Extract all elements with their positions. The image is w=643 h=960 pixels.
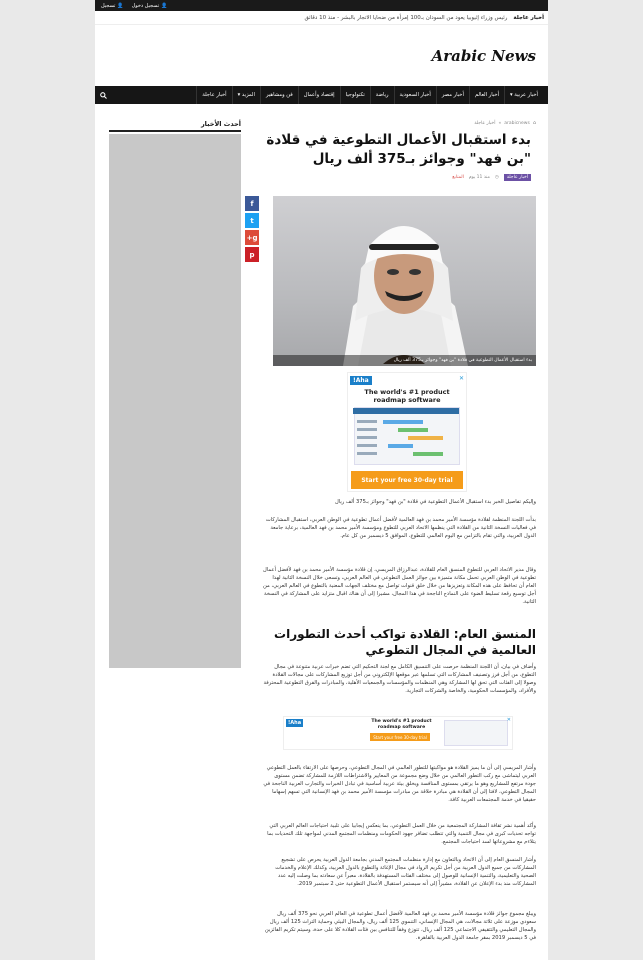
ad-banner[interactable] bbox=[347, 372, 467, 492]
share-bar bbox=[245, 196, 259, 262]
sidebar-placeholder bbox=[109, 134, 241, 668]
ad-close-icon[interactable]: ✕ bbox=[506, 717, 511, 723]
article-intro: وإليكم تفاصيل الخبر بدء استقبال الأعمال التطوعية في قلادة "بن فهد" وجوائز بـ375 ألف ريال bbox=[334, 499, 536, 505]
twitter-icon[interactable]: t bbox=[245, 213, 259, 228]
chevron-down-icon: ▾ bbox=[237, 92, 241, 98]
breadcrumb: ⌂ arabicnews » أخبار عاجلة bbox=[474, 120, 536, 126]
nav-item-breaking[interactable]: أخبار عاجلة bbox=[196, 86, 231, 104]
nav-item-economy[interactable]: إقتصاد وأعمال bbox=[298, 86, 340, 104]
article-paragraph: وأكد أهمية نشر ثقافة المشاركة المجتمعية من خلال العمل التطوعي، بما ينعكس إيجابيا على تلبية احتياجات العالم العربي التي تواجه تحديات كبرى في مجال التنمية والتي تتطلب تضافر جهود الحكومات ومنظمات المجتمع المدني لمواجهة تلك التحديات بما يتلاءم مع مشروعاتها لسد احتياجات المجتمع. bbox=[267, 823, 536, 845]
nav-item-more[interactable]: المزيد ▾ bbox=[232, 86, 260, 104]
source-link[interactable]: المتابع bbox=[452, 175, 464, 180]
register-link[interactable]: 👤 تسجيل bbox=[101, 2, 124, 9]
nav-item-sports[interactable]: رياضة bbox=[370, 86, 394, 104]
article-meta bbox=[249, 174, 536, 181]
article-paragraph: وأشار المنسق العام إلى أن الاتحاد وبالتعاون مع إدارة منظمات المجتمع المدني بجامعة الدول العربية يحرص على تشجيع المشاركات من جميع الدول العربية من أجل تكريم الرواد في مجال الإغاثة والتطوع بالدول العربية، وكذلك الإعلام والخدمات الصحية والتعليمية، والتنمية الإنسانية للوصول إلى مختلف الفئات المستهدفة بالقلادة، معبراً عن سعادته بما وصلت إليه عدد المشاركات منذ بدء الإعلان عن القلادة، مشيراً إلى أنه سيستمر استقبال الأعمال التطوعية حتى 2 سبتمبر 2019. bbox=[275, 857, 536, 887]
article-paragraph: وأضاف في بيان، أن اللجنة المنظمة حرصت على التنسيق الكامل مع لجنة التحكيم التي تضم خبرات عربية متنوعة في مجال التطوع، من أجل فرز وتصنيف المشاركات التي تسلمها عبر موقعها الإلكتروني من أجل توزيع المشاركات على مجالات القلادة وصولا إلى الفئات التي تحق لها المشاركة وهي المنظمات والمؤسسات والجمعيات الأهلية، والمبادرات والفرق التطوعية المحترفة والأفراد، والمؤسسات الحكومية، والخاصة والشركات التجارية. bbox=[263, 664, 536, 694]
chevron-down-icon: ▾ bbox=[510, 92, 513, 98]
breaking-ticker bbox=[95, 11, 548, 25]
nav-item-arab[interactable]: أخبار عربية ▾ bbox=[504, 86, 543, 104]
google-plus-icon[interactable]: g+ bbox=[245, 230, 259, 245]
article-paragraph: بدأت اللجنة المنظمة لقلادة مؤسسة الأمير محمد بن فهد العالمية لأفضل أعمال تطوعية في الوطن العربي، استقبال المشاركات في فعاليات النسخة الثانية من القلادة التي ينظمها الاتحاد العربي للتطوع ومؤسسة الأمير محمد بن فهد العالمية، برعاية جامعة الدول العربية، والتي تقام بالتزامن مع اليوم العالمي للتطوع، الموافق 5 ديسمبر من كل عام. bbox=[265, 517, 536, 539]
article-title: بدء استقبال الأعمال التطوعية في قلادة "بن فهد" وجوائز بـ375 ألف ريال bbox=[266, 132, 531, 167]
user-icon: 👤 bbox=[161, 2, 168, 9]
nav-item-egypt[interactable]: أخبار مصر bbox=[436, 86, 469, 104]
article-date: منذ 11 يوم bbox=[468, 175, 490, 180]
ad-headline: The world's #1 product roadmap software bbox=[371, 719, 432, 730]
header bbox=[95, 25, 548, 86]
article-paragraph: وقال مدير الاتحاد العربي للتطوع المنسق العام للقلادة، عبدالرزاق المريسي، إن قلادة مؤسسة الأمير محمد بن فهد لأفضل أعمال تطوعية في الوطن العربي تحمل مكانة متميزة بين جوائز العمل التطوعي في العالم العربي، وتسعى خلال النسخة الثانية لهذا العام أن تحافظ على هذه المكانة وتعزيزها من خلال خلق قنوات تواصل مع مختلف الجهات المعنية بالتطوع في العالم العربي، من أجل توسيع رقعة تسليط الضوء على النماذج الناجحة في هذا المجال، مشيرا إلى أن هناك اقبال متزايد على المشاركة في النسخة الثانية. bbox=[263, 567, 536, 605]
portrait-illustration bbox=[273, 196, 536, 366]
pinterest-icon[interactable]: p bbox=[245, 247, 259, 262]
clock-icon: ◷ bbox=[494, 175, 499, 180]
top-bar bbox=[95, 0, 548, 11]
article-paragraph: وأشار المريسي إلى أن ما يميز القلادة هو مواكبتها للتطور العالمي في المجال التطوعي، وحرصها على الارتقاء بالعمل التطوعي العربي ليتماشى مع ركب التطور العالمي من خلال وضع مجموعة من المعايير والاشتراطات اللازمة للمشاركة تضمن مستوى جودة مرتفع للمشاريع وهو ما يرتقي بمستوى المنافسة ويخلق بيئة عربية أساسية في تبادل الخبرات والتجارب العربية الناجحة في المجال التطوعي، لافتا إلى أن القلادة هي مبادرة خلاقة من مبادرات مؤسسة الأمير محمد بن فهد الإنسانية التي تسهم إسهاما حقيقيا في خدمة المجتمعات العربية كافة. bbox=[263, 765, 536, 803]
category-badge[interactable]: أخبار عاجلة bbox=[504, 174, 531, 181]
ad-logo: Aha! bbox=[350, 376, 372, 385]
ticker-label: أخبار عاجلة bbox=[513, 14, 544, 21]
ad-cta-button[interactable]: Start your free 30-day trial bbox=[351, 471, 463, 489]
nav-item-tech[interactable]: تكنولوجيا bbox=[340, 86, 370, 104]
main-nav bbox=[95, 86, 548, 104]
login-link[interactable]: 👤 تسجيل دخول bbox=[131, 2, 168, 9]
breadcrumb-item[interactable]: arabicnews bbox=[504, 120, 530, 126]
photo-caption: بدء استقبال الأعمال التطوعية في قلادة "بن فهد" وجوائز بـ375 ألف ريال bbox=[273, 355, 536, 366]
sidebar bbox=[109, 120, 241, 668]
nav-item-celebs[interactable]: فن ومشاهير bbox=[260, 86, 298, 104]
home-icon[interactable]: ⌂ bbox=[532, 120, 536, 126]
ad-screenshot bbox=[444, 720, 508, 746]
ad-close-icon[interactable]: ✕ bbox=[458, 375, 464, 382]
search-icon[interactable] bbox=[100, 92, 107, 99]
facebook-icon[interactable]: f bbox=[245, 196, 259, 211]
ad-logo: Aha! bbox=[288, 720, 302, 726]
ad-cta-button[interactable]: Start your free 30-day trial bbox=[370, 733, 430, 741]
sidebar-title: أحدث الأخبار bbox=[109, 120, 241, 132]
ad-screenshot bbox=[354, 407, 460, 465]
article-subheading: المنسق العام: القلادة تواكب أحدث التطورات العالمية في المجال التطوعي bbox=[274, 627, 536, 657]
ad-banner-small[interactable] bbox=[283, 716, 513, 750]
nav-item-world[interactable]: أخبار العالم bbox=[469, 86, 504, 104]
breadcrumb-item[interactable]: أخبار عاجلة bbox=[474, 120, 496, 126]
page bbox=[95, 0, 548, 960]
site-logo[interactable]: Arabic News bbox=[431, 46, 536, 65]
nav-item-saudi[interactable]: أخبار السعودية bbox=[394, 86, 436, 104]
article-photo bbox=[273, 196, 536, 366]
article-paragraph: ويبلغ مجموع جوائز قلادة مؤسسة الأمير محمد بن فهد العالمية لأفضل أعمال تطوعية في العالم العربي نحو 375 ألف ريال سعودي موزعة على ثلاثة مجالات، هي المجال الإنساني، التنموي 125 ألف ريال، والمجال البيئي وحماية التراث 125 ألف ريال والمجال التعليمي والتثقيفي الاجتماعي 125 ألف ريال، تتوزع وفقاً للتنافس بين فئات القلادة كلا على حدة، وسيتم تكريم الفائزين في 5 ديسمبر 2019 بمقر جامعة الدول العربية بالقاهرة. bbox=[264, 911, 536, 941]
person-icon: 👤 bbox=[117, 2, 124, 9]
ad-headline: The world's #1 product roadmap software bbox=[364, 388, 450, 404]
ticker-text[interactable]: رئيس وزراء إثيوبيا يعود من السودان بـ100 إمرأة من ضحايا الاتجار بالبشر - منذ 10 دقائق bbox=[304, 14, 508, 21]
article bbox=[246, 120, 536, 941]
